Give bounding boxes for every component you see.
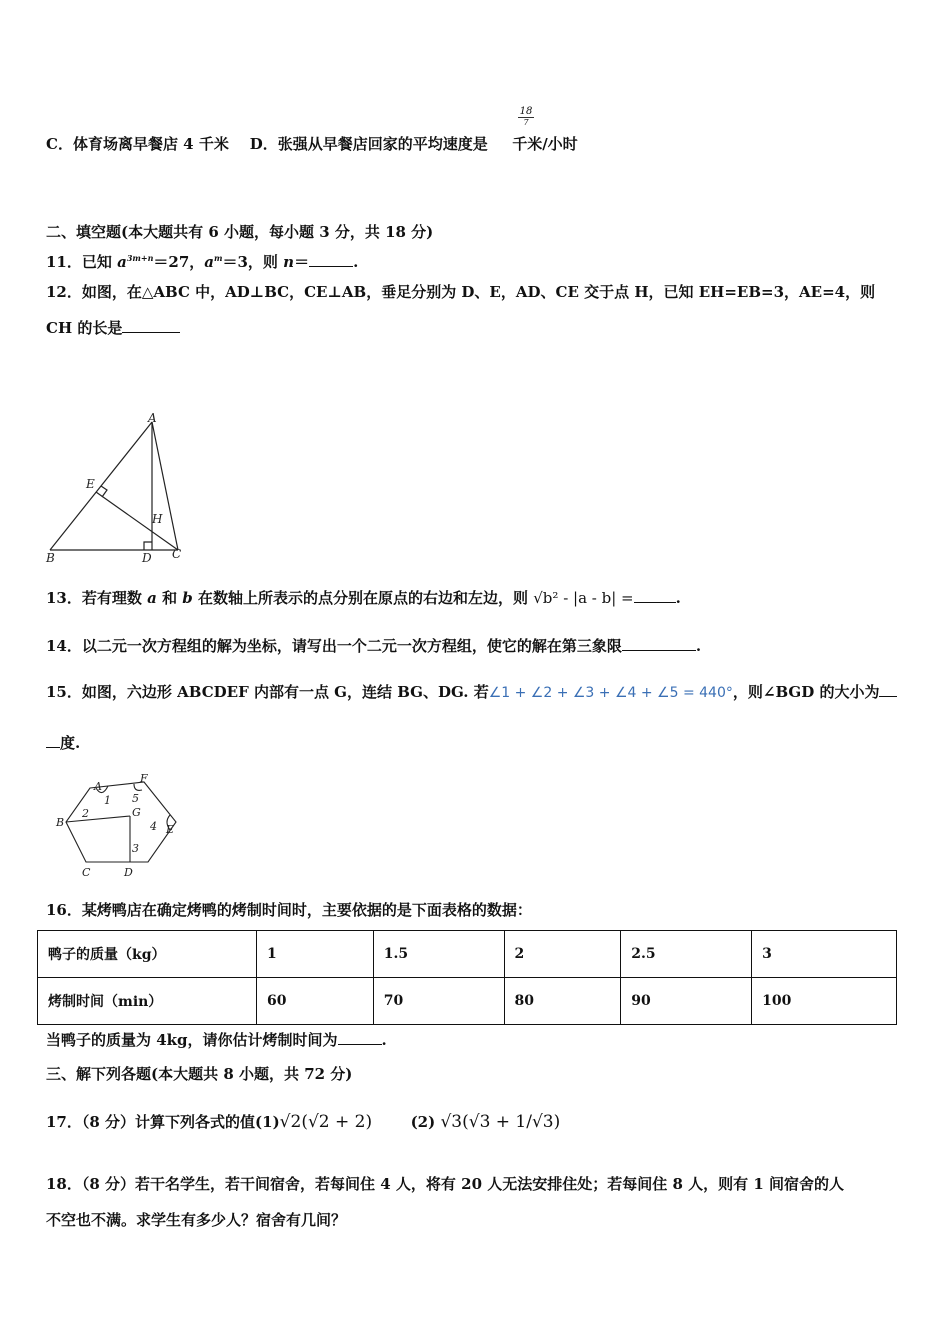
q17: [46, 1112, 560, 1132]
q13-var-a: a: [147, 589, 157, 607]
table-cell: 80: [504, 978, 621, 1025]
q15-line1: [46, 682, 897, 703]
q10-option-c: C．体育场离早餐店 4 千米: [46, 135, 229, 153]
row-label-mass: 鸭子的质量（kg）: [38, 931, 257, 978]
table-cell: 3: [752, 931, 897, 978]
table-cell: 2: [504, 931, 621, 978]
label-f: F: [140, 772, 148, 785]
q15-answer-blank[interactable]: [879, 682, 897, 697]
q11-eq2: ＝3，则: [222, 253, 284, 271]
section2-heading: 二、填空题(本大题共有 6 小题，每小题 3 分，共 18 分): [46, 223, 434, 241]
table-cell: 100: [752, 978, 897, 1025]
hexagon-figure: [52, 770, 182, 882]
hexagon-abcdef: [66, 782, 176, 862]
q10-options: [46, 134, 578, 154]
table-cell: 1.5: [373, 931, 504, 978]
duck-data-table: [37, 930, 897, 1025]
q13-mid2: 在数轴上所表示的点分别在原点的右边和左边，则: [192, 589, 534, 607]
label-a: A: [94, 780, 102, 793]
q13-end: .: [675, 589, 681, 607]
label-b: B: [56, 816, 65, 829]
section3-heading: 三、解下列各题(本大题共 8 小题，共 72 分): [46, 1065, 353, 1083]
q15-answer-blank-cont[interactable]: [46, 733, 60, 748]
table-cell: 90: [621, 978, 752, 1025]
q11-var-a: a: [117, 253, 127, 271]
q13-prefix: 13．若有理数: [46, 589, 148, 607]
q11-end: .: [353, 253, 359, 271]
label-c: C: [82, 866, 91, 879]
q10-frac-den: 7: [523, 118, 529, 127]
q13: [46, 588, 681, 608]
q17-prefix: 17．（8 分）计算下列各式的值(1): [46, 1113, 280, 1131]
q11: [46, 248, 358, 272]
q11-eq3: ＝: [294, 253, 310, 271]
q15-suffix: ，则∠BGD 的大小为: [732, 683, 880, 701]
q12-line1: 12．如图，在△ABC 中，AD⊥BC，CE⊥AB，垂足分别为 D、E，AD、CE 交于点 H，已知 EH=EB=3，AE=4，则: [46, 283, 876, 301]
label-h: H: [152, 512, 163, 526]
q15-angle-expression: ∠1 + ∠2 + ∠3 + ∠4 + ∠5 = 440°: [488, 685, 733, 701]
q15-line2-text: 度.: [60, 734, 81, 752]
q15-line2: [46, 733, 80, 753]
table-cell: 70: [373, 978, 504, 1025]
q12-line2-text: CH 的长是: [46, 319, 123, 337]
q10-option-d: D．张强从早餐店回家的平均速度是: [249, 135, 488, 153]
table-cell: 2.5: [621, 931, 752, 978]
label-angle-1: 1: [104, 794, 111, 807]
label-angle-3: 3: [132, 842, 139, 855]
label-g: G: [132, 806, 141, 819]
table-cell: 1: [257, 931, 374, 978]
q13-var-b: b: [182, 589, 193, 607]
q12-answer-blank[interactable]: [122, 318, 180, 333]
label-angle-4: 4: [150, 820, 157, 833]
segment-ce: [96, 492, 178, 550]
q17-expression-2: √3(√3 + 1/√3): [440, 1112, 561, 1132]
q11-var-a2: a: [204, 253, 215, 271]
q13-answer-blank[interactable]: [634, 588, 676, 603]
label-e: E: [166, 823, 175, 836]
label-a: A: [148, 411, 157, 425]
label-d: D: [142, 551, 152, 565]
q17-expression-1: √2(√2 + 2): [279, 1112, 373, 1132]
label-d: D: [124, 866, 133, 879]
table-row: [38, 978, 897, 1025]
q18-line1: 18．（8 分）若干名学生，若干间宿舍，若每间住 4 人，将有 20 人无法安排住处；若每间住 8 人，则有 1 间宿舍的人: [46, 1175, 845, 1193]
q13-mid1: 和: [156, 589, 183, 607]
q14-answer-blank[interactable]: [622, 636, 696, 651]
segment-bg: [66, 816, 130, 822]
q11-var-n: n: [283, 253, 295, 271]
q16-answer-blank[interactable]: [338, 1030, 382, 1045]
right-angle-e: [101, 486, 107, 497]
q18-line2: 不空也不满。求学生有多少人？宿舍有几间？: [46, 1211, 347, 1229]
q14-text: 14．以二元一次方程组的解为坐标，请写出一个二元一次方程组，使它的解在第三象限: [46, 637, 622, 655]
table-row: [38, 931, 897, 978]
row-label-time: 烤制时间（min）: [38, 978, 257, 1025]
label-angle-5: 5: [132, 792, 139, 805]
q15-prefix: 15．如图，六边形 ABCDEF 内部有一点 G，连结 BG、DG. 若: [46, 683, 489, 701]
q16-question: [46, 1030, 387, 1050]
label-e: E: [86, 477, 95, 491]
q11-exp2: m: [214, 253, 223, 263]
q16-intro: 16．某烤鸭店在确定烤鸭的烤制时间时，主要依据的是下面表格的数据：: [46, 901, 532, 919]
q10-unit: 千米/小时: [512, 135, 578, 153]
q17-label-2: (2): [410, 1113, 436, 1131]
q11-exp1: 3m+n: [126, 253, 154, 263]
label-b: B: [46, 551, 55, 565]
q11-eq1: ＝27，: [153, 253, 205, 271]
q10-frac-num: 18: [519, 106, 533, 117]
segment-ac: [152, 422, 178, 550]
q12-line2: [46, 318, 180, 338]
q11-prefix: 11．已知: [46, 253, 118, 271]
label-c: C: [172, 547, 182, 561]
q14-end: .: [695, 637, 702, 655]
q16-question-text: 当鸭子的质量为 4kg，请你估计烤制时间为: [46, 1031, 338, 1049]
table-cell: 60: [257, 978, 374, 1025]
triangle-figure: [40, 410, 190, 565]
label-angle-2: 2: [82, 807, 89, 820]
q13-expression: √b² - |a - b| =: [533, 589, 634, 607]
q10-fraction: [518, 107, 534, 128]
q16-end: .: [381, 1031, 387, 1049]
right-angle-d: [144, 542, 152, 550]
q11-answer-blank[interactable]: [309, 252, 353, 267]
q14: [46, 636, 701, 656]
